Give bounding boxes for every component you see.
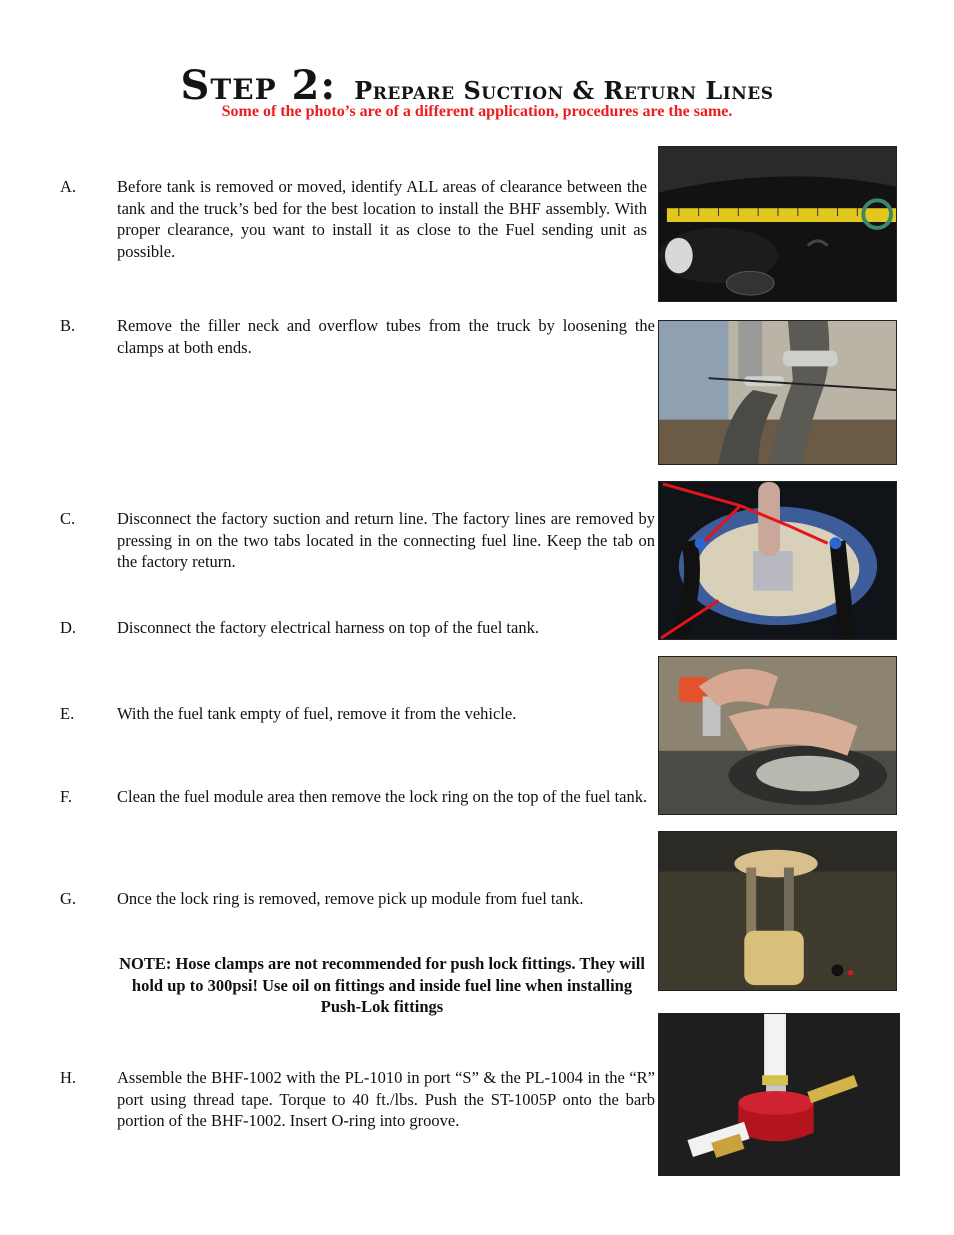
step-text: Disconnect the factory suction and return line. The factory lines are removed by pressing in on the two tabs located in the connecting fuel line. Keep the tab on the factory return. <box>117 509 655 571</box>
step-letter: H. <box>60 1068 77 1087</box>
subtitle-note: Some of the photo’s are of a different application, procedures are the same. <box>221 103 733 120</box>
photo-bhf-assembly <box>658 1013 900 1176</box>
step-letter: C. <box>60 509 76 528</box>
step-text: Once the lock ring is removed, remove pick up module from fuel tank. <box>117 889 584 908</box>
step-letter: F. <box>60 787 72 806</box>
step-text: Remove the filler neck and overflow tubes from the truck by loosening the clamps at both ends. <box>117 316 655 357</box>
photo-lock-ring-mallet <box>658 656 897 815</box>
step-heading: Step 2: <box>180 62 337 109</box>
step-text: Clean the fuel module area then remove the lock ring on the top of the fuel tank. <box>117 787 648 806</box>
photo-fuel-line-connectors <box>658 481 897 640</box>
step-letter: G. <box>60 889 77 908</box>
step-letter: A. <box>60 177 77 196</box>
step-text: Before tank is removed or moved, identify ALL areas of clearance between the tank and the truck’s bed for the best location to install the BHF assembly. With proper clearance, you want to install it as close to the Fuel sending unit as possible. <box>117 177 647 261</box>
hose-clamp-note: NOTE: Hose clamps are not recommended for push lock fittings. They will hold up to 300psi! Use oil on fittings and inside fuel line when installing Push-Lok fittings <box>119 954 645 1016</box>
step-text: Assemble the BHF-1002 with the PL-1010 in port “S” & the PL-1004 in the “R” port using thread tape. Torque to 40 ft./lbs. Push the ST-1005P onto the barb portion of the BHF-1002. Insert O-ring into groove. <box>117 1068 655 1130</box>
photo-filler-neck <box>658 320 897 465</box>
step-letter: E. <box>60 704 75 723</box>
step-text: With the fuel tank empty of fuel, remove it from the vehicle. <box>117 704 517 723</box>
page-title <box>0 62 954 109</box>
step-text: Disconnect the factory electrical harness on top of the fuel tank. <box>117 618 539 637</box>
svg-text:▪: ▪ <box>847 968 854 979</box>
step-letter: D. <box>60 618 77 637</box>
photo-pickup-module <box>658 831 897 991</box>
step-title: Prepare Suction & Return Lines <box>354 76 774 105</box>
photo-tank-clearance <box>658 146 897 302</box>
step-letter: B. <box>60 316 76 335</box>
